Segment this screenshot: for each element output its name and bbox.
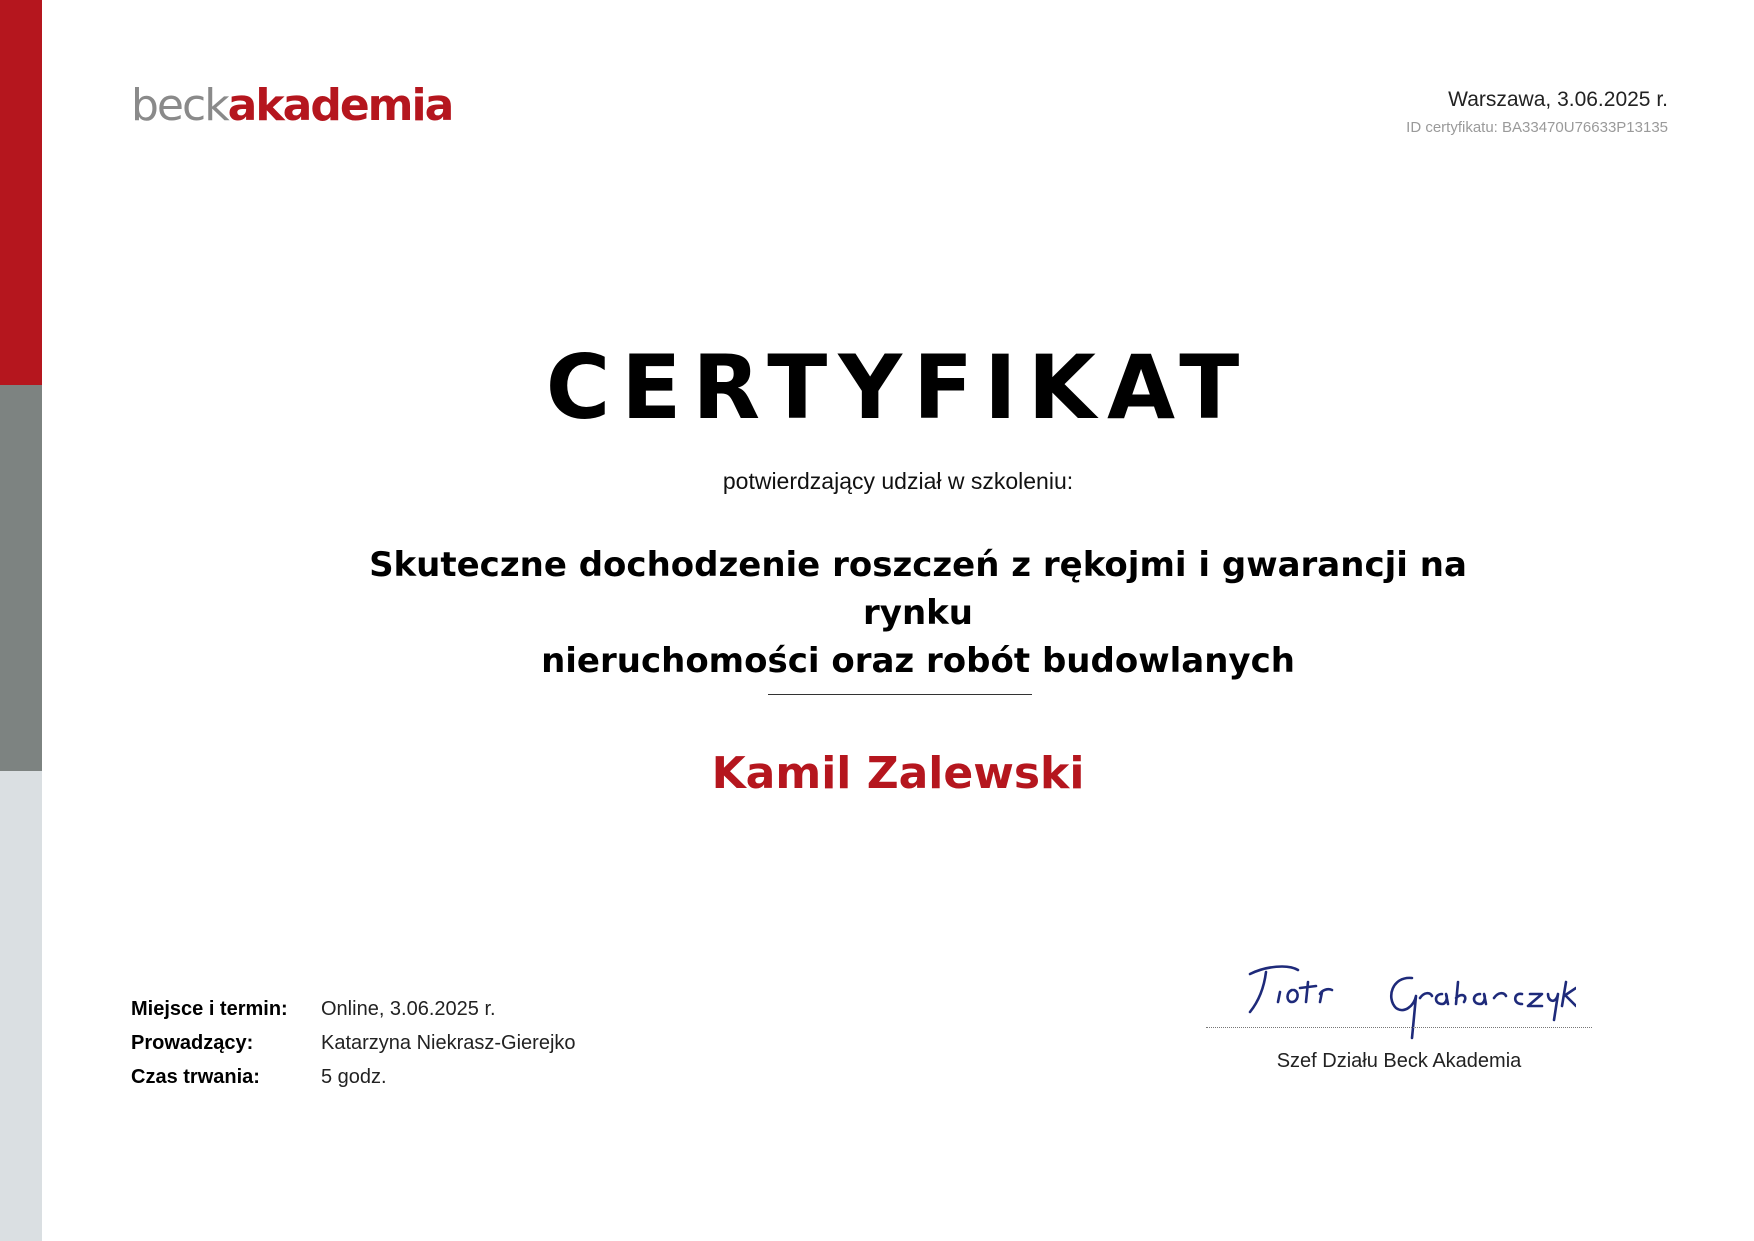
course-title <box>280 541 1514 685</box>
certificate-subtitle: potwierdzający udział w szkoleniu: <box>722 468 1074 494</box>
signature-role: Szef Działu Beck Akademia <box>1276 1050 1522 1072</box>
detail-value: Online, 3.06.2025 r. <box>321 997 496 1020</box>
course-title-line-1: Skuteczne dochodzenie roszczeń z rękojmi i gwarancji na rynku <box>369 545 1467 633</box>
course-details <box>131 992 576 1094</box>
detail-value: 5 godz. <box>321 1065 387 1088</box>
course-title-line-2: nieruchomości oraz robót budowlanych <box>541 641 1295 681</box>
certificate-id: ID certyfikatu: BA33470U76633P13135 <box>1406 119 1668 136</box>
detail-row-place-date <box>131 992 576 1026</box>
signature-line <box>1206 1027 1592 1028</box>
detail-label: Miejsce i termin: <box>131 997 288 1020</box>
side-stripe-gray <box>0 385 42 771</box>
divider-line <box>768 694 1032 695</box>
detail-value: Katarzyna Niekrasz-Gierejko <box>321 1031 576 1054</box>
logo-part-beck: beck <box>131 80 228 131</box>
detail-label: Czas trwania: <box>131 1065 260 1088</box>
place-and-date: Warszawa, 3.06.2025 r. <box>1448 88 1668 111</box>
detail-label: Prowadzący: <box>131 1031 254 1054</box>
side-stripe-light <box>0 771 42 1241</box>
handwritten-signature <box>1236 958 1576 1058</box>
participant-name: Kamil Zalewski <box>711 748 1085 799</box>
certificate-title: CERTYFIKAT <box>545 336 1251 439</box>
detail-row-instructor <box>131 1026 576 1060</box>
logo-part-akademia: akademia <box>227 80 453 131</box>
signature-block <box>1206 958 1592 1078</box>
detail-row-duration <box>131 1060 576 1094</box>
beck-akademia-logo <box>131 80 453 131</box>
side-stripe-red <box>0 0 42 385</box>
